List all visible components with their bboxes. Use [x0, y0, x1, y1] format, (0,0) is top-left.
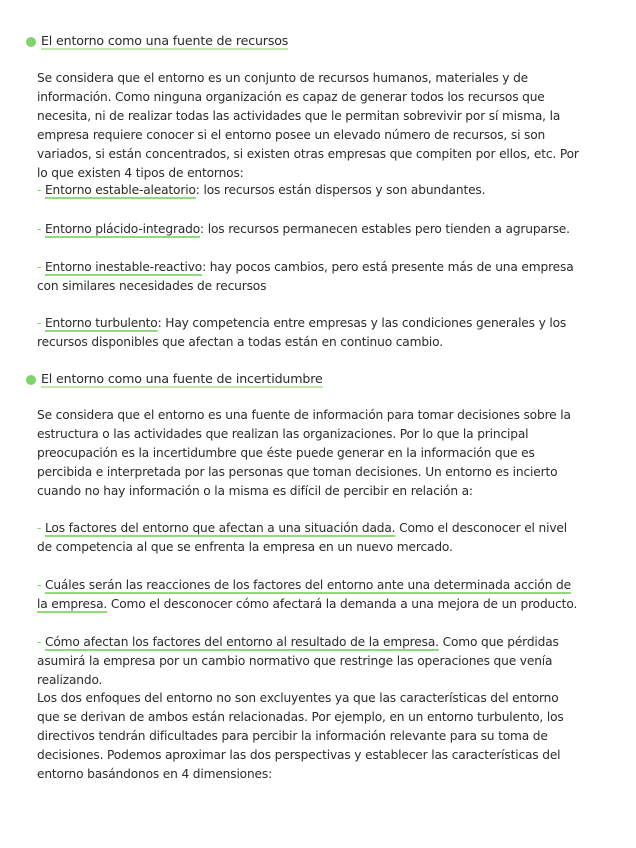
list-item-desc: : Hay competencia entre empresas y las condiciones generales y los recursos disponibles que afectan a todas están en continuo cambio.: [37, 316, 567, 349]
list-item-term: Entorno inestable-reactivo: [44, 260, 203, 274]
list-item-term: Entorno turbulento: [44, 316, 158, 330]
list-item-desc: Como el desconocer cómo afectará la demanda a una mejora de un producto.: [107, 597, 578, 611]
section-heading-uncertainty: [26, 371, 323, 388]
dash-marker: -: [37, 222, 42, 236]
list-item-term: Entorno plácido-integrado: [44, 222, 201, 236]
green-bullet-icon: [26, 375, 36, 385]
dash-marker: -: [37, 316, 42, 330]
dash-marker: -: [37, 635, 42, 649]
list-item-desc: Como el desconocer el nivel de competencia al que se enfrenta la empresa en un nuevo mercado.: [37, 521, 567, 554]
list-item: [37, 220, 582, 239]
list-item: [37, 633, 582, 690]
section-heading-text: El entorno como una fuente de incertidumbre: [41, 371, 323, 386]
section-heading-resources: [26, 33, 288, 50]
dash-marker: -: [37, 260, 42, 274]
list-item-term: Los factores del entorno que afectan a una situación dada.: [44, 521, 396, 535]
list-item-desc: : los recursos están dispersos y son abundantes.: [195, 183, 486, 197]
list-item-desc: : los recursos permanecen estables pero tienden a agruparse.: [200, 222, 570, 236]
green-bullet-icon: [26, 37, 36, 47]
list-item: [37, 519, 582, 557]
uncertainty-intro-paragraph: Se considera que el entorno es una fuente de información para tomar decisiones sobre la estructura o las actividades que realizan las organizaciones. Por lo que la principal preocupación es la incertidumbre que éste puede generar en la información que es percibida e interpretada por las personas que toman decisiones. Un entorno es incierto cuando no hay información o la misma es difícil de percibir en relación a:: [37, 408, 571, 498]
list-item: [37, 576, 582, 614]
list-item-desc: : hay pocos cambios, pero está presente más de una empresa con similares necesidades de recursos: [37, 260, 574, 293]
list-item-desc: Como que pérdidas asumirá la empresa por un cambio normativo que restringe las operaciones que venía realizando.: [37, 635, 559, 687]
closing-paragraph: Los dos enfoques del entorno no son excluyentes ya que las características del entorno que se derivan de ambos están relacionadas. Por ejemplo, en un entorno turbulento, los directivos tendrán dificultades para percibir la información relevante para su toma de decisiones. Podemos aproximar las dos perspectivas y establecer las características del entorno basándonos en 4 dimensiones:: [37, 691, 564, 781]
list-item: [37, 181, 582, 200]
list-item: [37, 258, 582, 296]
dash-marker: -: [37, 183, 42, 197]
resources-intro-paragraph: Se considera que el entorno es un conjunto de recursos humanos, materiales y de información. Como ninguna organización es capaz de generar todos los recursos que necesita, ni de realizar todas las actividades que le permitan sobrevivir por sí misma, la empresa requiere conocer si el entorno posee un elevado número de recursos, si son variados, si están concentrados, si existen otras empresas que compiten por ellos, etc. Por lo que existen 4 tipos de entornos:: [37, 71, 579, 180]
dash-marker: -: [37, 521, 42, 535]
dash-marker: -: [37, 578, 42, 592]
list-item: [37, 314, 582, 352]
list-item-term: Cómo afectan los factores del entorno al resultado de la empresa.: [44, 635, 439, 649]
list-item-term: Entorno estable-aleatorio: [44, 183, 196, 197]
section-heading-text: El entorno como una fuente de recursos: [41, 33, 289, 48]
list-item-term: Cuáles serán las reacciones de los factores del entorno ante una determinada acción de la empresa.: [37, 578, 571, 611]
